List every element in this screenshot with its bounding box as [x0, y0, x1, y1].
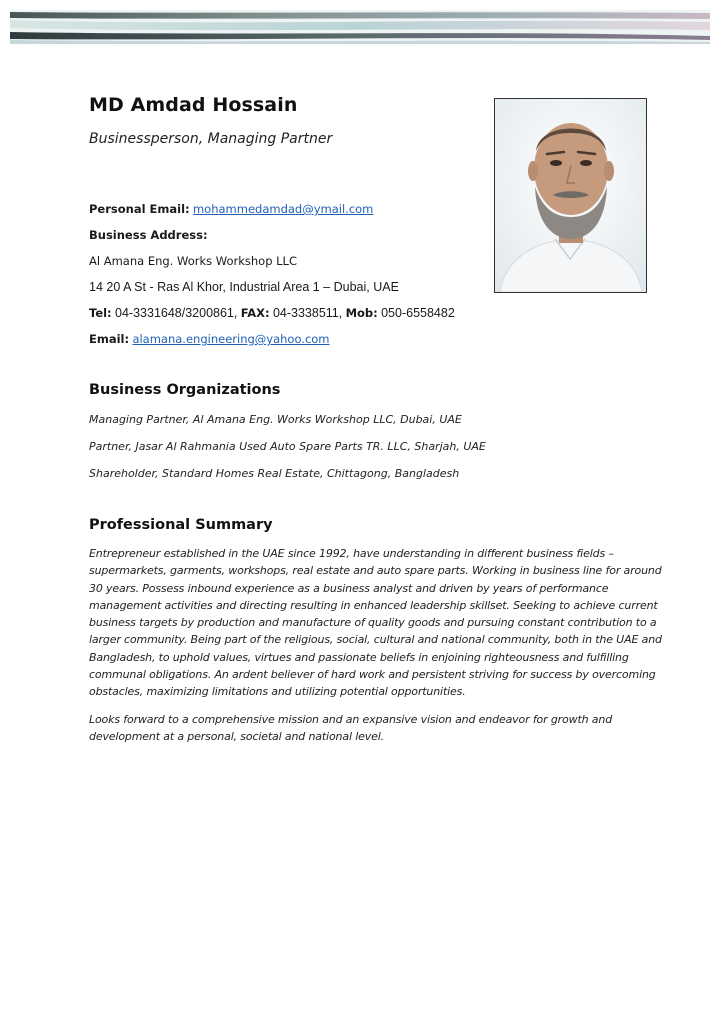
- business-organizations-heading: Business Organizations: [89, 382, 281, 398]
- address-label-row: [89, 226, 489, 252]
- business-email-link[interactable]: alamana.engineering@yahoo.com: [132, 332, 330, 346]
- business-address-label: Business Address:: [89, 228, 208, 242]
- summary-paragraph: Entrepreneur established in the UAE since 1992, have understanding in different business fields – supermarkets, garments, workshops, real estate and auto spare parts. Working in business line for around 30 years. Possess inbound experience as a business analyst and driven by years of performance management activities and directing resulting in enhanced leadership skillset. Seeking to achieve current business targets by production and manufacture of quality goods and pursuing constant contribution to a larger community. Being part of the religious, social, cultural and national community, both in the UAE and Bangladesh, to uphold values, virtues and passionate beliefs in enjoining righteousness and fulfilling communal obligations. An ardent believer of hard work and persistent striving for success by overcoming obstacles, maximizing limitations and utilizing potential opportunities.: [89, 547, 662, 699]
- address-line-2: [89, 278, 489, 304]
- organization-item: Partner, Jasar Al Rahmania Used Auto Spare Parts TR. LLC, Sharjah, UAE: [89, 440, 486, 453]
- profile-photo: [494, 98, 647, 293]
- professional-summary-heading: Professional Summary: [89, 517, 273, 533]
- address-street: 14 20 A St - Ras Al Khor, Industrial Area 1 – Dubai, UAE: [89, 280, 399, 294]
- address-line-1: [89, 252, 489, 278]
- organization-item: Shareholder, Standard Homes Real Estate, Chittagong, Bangladesh: [89, 467, 460, 480]
- personal-email-link[interactable]: mohammedamdad@ymail.com: [192, 202, 374, 216]
- organizations-list: [89, 412, 486, 493]
- tel-label: Tel:: [89, 306, 112, 320]
- phone-row: [89, 304, 489, 330]
- mob-label: Mob:: [345, 306, 378, 320]
- personal-email-label: Personal Email:: [89, 202, 190, 216]
- summary-paragraph: Looks forward to a comprehensive mission and an expansive vision and endeavor for growth and development at a personal, societal and national level.: [89, 712, 613, 743]
- address-company: Al Amana Eng. Works Workshop LLC: [89, 254, 297, 268]
- fax-value: 04-3338511,: [272, 306, 343, 320]
- personal-email-row: [89, 200, 489, 226]
- tel-value: 04-3331648/3200861,: [115, 306, 238, 320]
- person-title: Businessperson, Managing Partner: [89, 131, 333, 147]
- fax-label: FAX:: [240, 306, 270, 320]
- organization-item: Managing Partner, Al Amana Eng. Works Workshop LLC, Dubai, UAE: [89, 413, 462, 426]
- person-name: MD Amdad Hossain: [89, 94, 298, 116]
- summary-body: [89, 545, 664, 755]
- contact-block: [89, 200, 489, 356]
- email-label: Email:: [89, 332, 130, 346]
- mob-value: 050-6558482: [381, 306, 455, 320]
- email-row: [89, 330, 489, 356]
- header-banner: [10, 10, 710, 44]
